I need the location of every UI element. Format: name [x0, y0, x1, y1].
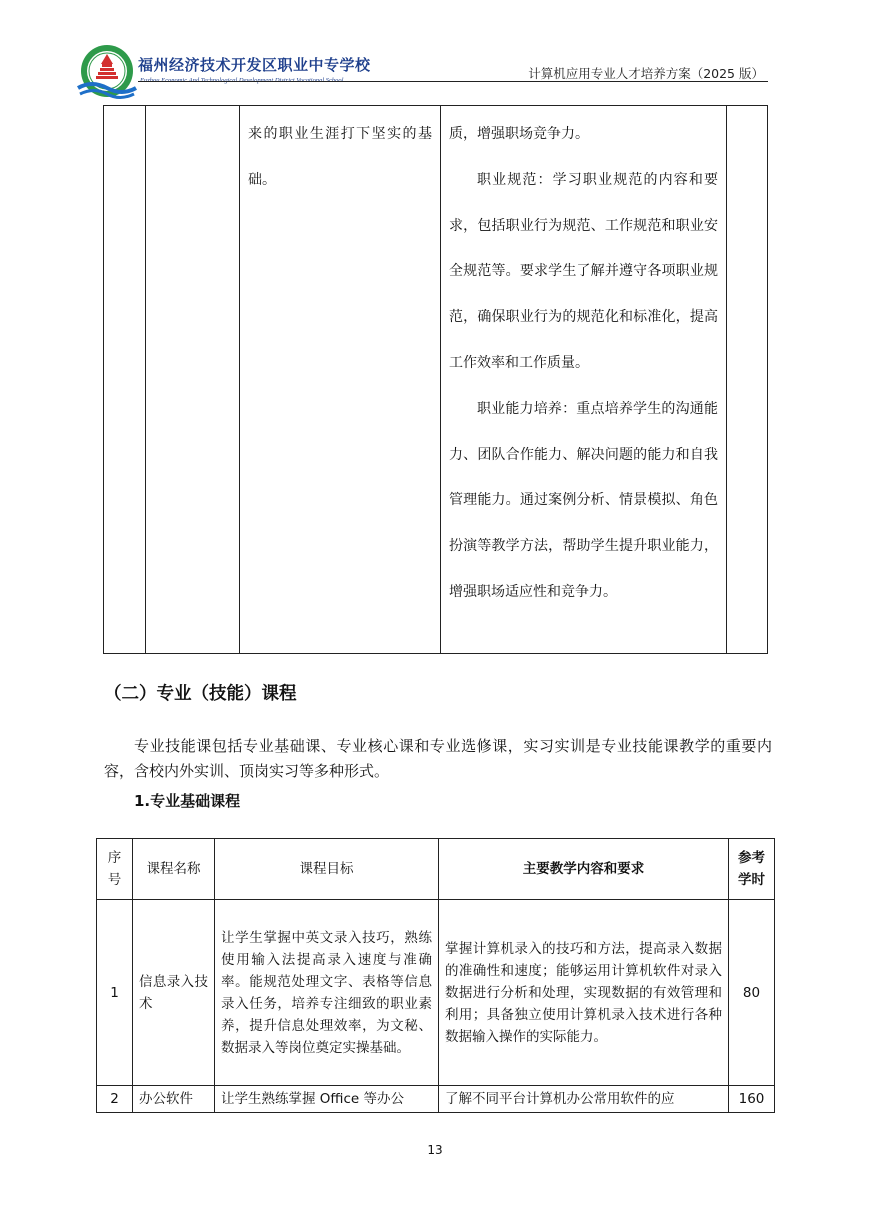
header-name: 课程名称 [133, 839, 215, 900]
school-seal-logo [76, 44, 138, 100]
table-row [104, 106, 768, 654]
row-goal: 让学生掌握中英文录入技巧，熟练使用输入法提高录入速度与准确率。能规范处理文字、表格等信息录入任务，培养专注细致的职业素养，提升信息处理效率，为文秘、数据录入等岗位奠定实操基础。 [215, 900, 439, 1086]
header-goal: 课程目标 [215, 839, 439, 900]
page-header [76, 42, 770, 102]
content-cell [441, 106, 727, 654]
seq-cell [104, 106, 146, 654]
continued-course-table [103, 105, 768, 654]
name-cell [146, 106, 240, 654]
row-hours: 80 [729, 900, 775, 1086]
row-seq: 2 [97, 1086, 133, 1113]
section-title: （二）专业（技能）课程 [104, 684, 297, 704]
content-paragraph: 质，增强职场竞争力。 [449, 126, 589, 142]
header-content: 主要教学内容和要求 [439, 839, 729, 900]
row-content: 掌握计算机录入的技巧和方法，提高录入数据的准确性和速度；能够运用计算机软件对录入数据进行分析和处理，实现数据的有效管理和利用；具备独立使用计算机录入技术进行各种数据输入操作的实际能力。 [439, 900, 729, 1086]
row-content: 了解不同平台计算机办公常用软件的应 [439, 1086, 729, 1113]
row-seq: 1 [97, 900, 133, 1086]
course-table [96, 838, 775, 1113]
row-name: 信息录入技术 [133, 900, 215, 1086]
goal-cell [240, 106, 441, 654]
section-paragraph: 专业技能课包括专业基础课、专业核心课和专业选修课，实习实训是专业技能课教学的重要内容，含校内外实训、顶岗实习等多种形式。 [104, 737, 772, 780]
school-name-cn: 福州经济技术开发区职业中专学校 [138, 56, 371, 74]
goal-text: 来的职业生涯打下坚实的基础。 [248, 126, 432, 188]
row-name: 办公软件 [133, 1086, 215, 1113]
document-title: 计算机应用专业人才培养方案（2025 版） [528, 66, 764, 81]
table-header-row [97, 839, 775, 900]
hours-cell [727, 106, 768, 654]
table-row [97, 900, 775, 1086]
row-goal: 让学生熟练掌握 Office 等办公 [215, 1086, 439, 1113]
row-hours: 160 [729, 1086, 775, 1113]
header-seq: 序号 [97, 839, 133, 900]
content-paragraph: 职业规范：学习职业规范的内容和要求，包括职业行为规范、工作规范和职业安全规范等。要求学生了解并遵守各项职业规范，确保职业行为的规范化和标准化，提高工作效率和工作质量。 [449, 171, 718, 371]
header-hours: 参考学时 [729, 839, 775, 900]
subsection-title: 1.专业基础课程 [134, 792, 241, 810]
content-paragraph: 职业能力培养：重点培养学生的沟通能力、团队合作能力、解决问题的能力和自我管理能力。通过案例分析、情景模拟、角色扮演等教学方法，帮助学生提升职业能力，增强职场适应性和竞争力。 [449, 400, 718, 600]
page-number: 13 [427, 1143, 443, 1157]
table-row [97, 1086, 775, 1113]
